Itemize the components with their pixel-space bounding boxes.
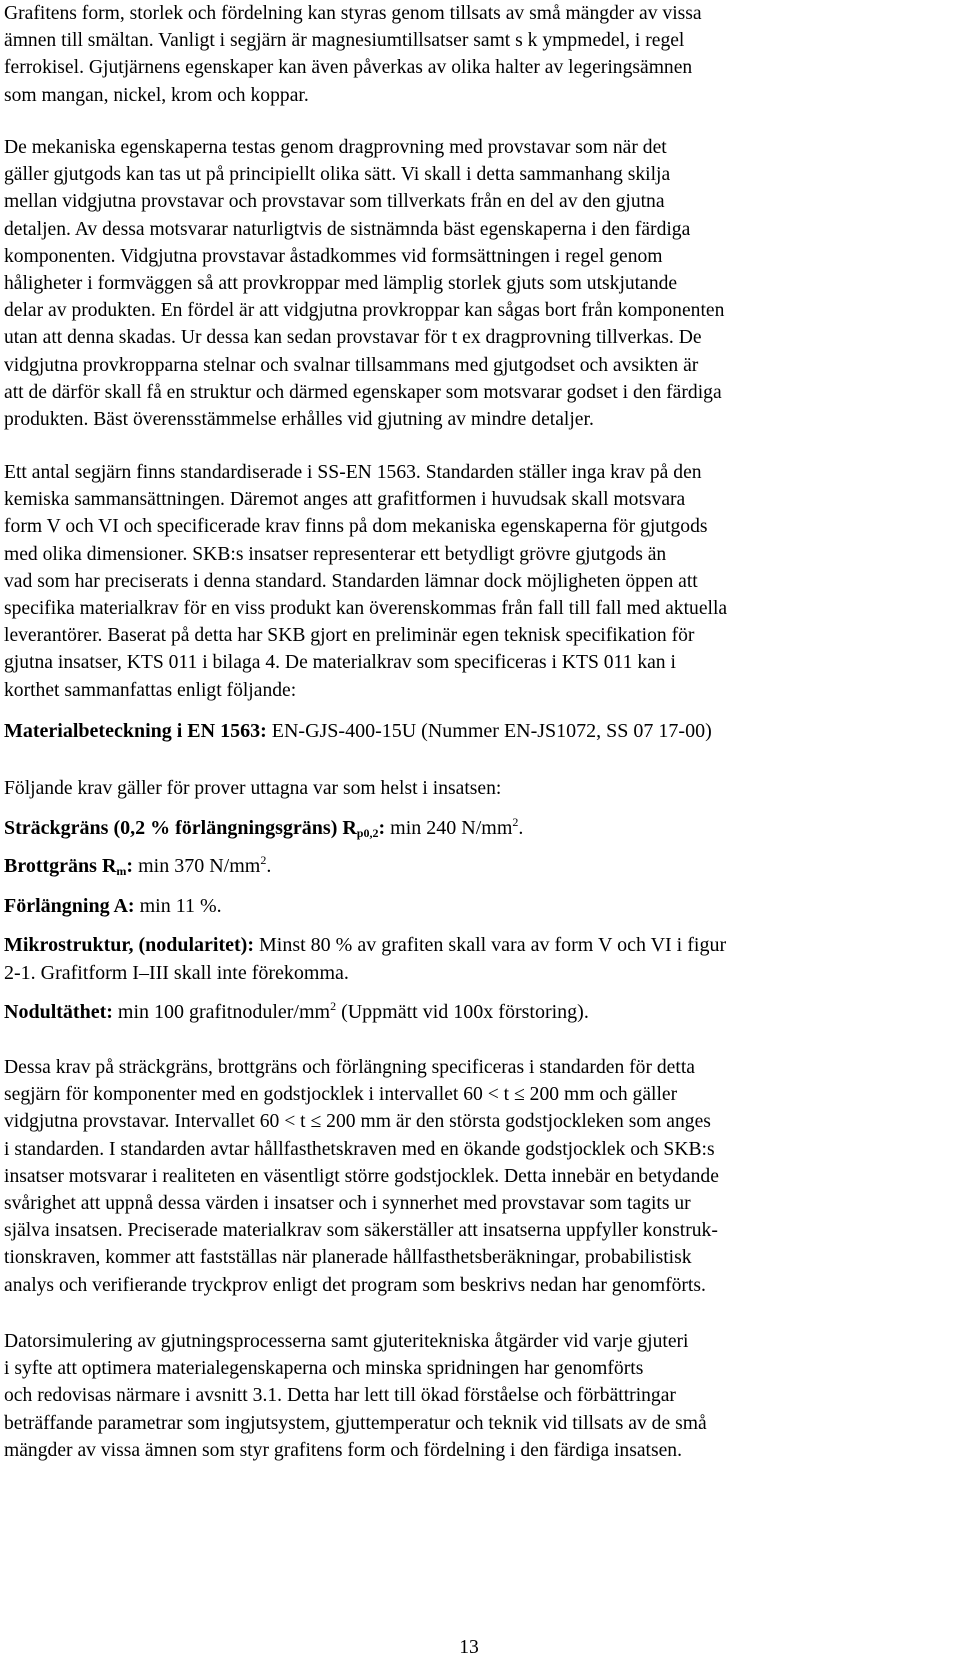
text-line: segjärn för komponenter med en godstjocklek i intervallet 60 < t ≤ 200 mm och gäller [4,1084,678,1106]
spec-superscript: 2 [260,853,267,867]
text-line: att de därför skall få en struktur och därmed egenskaper som motsvarar godset i den färdiga [4,381,722,403]
spec-value: Minst 80 % av grafiten skall vara av form V och VI i figur [254,934,727,956]
paragraph-graphite-alloying [4,0,952,109]
spec-subscript: m [116,864,127,878]
text-line: vidgjutna provstavar. Intervallet 60 < t ≤ 200 mm är den största godstjockleken som anges [4,1111,711,1133]
paragraph-mechanical-testing [4,134,952,433]
spec-label: Materialbeteckning i EN 1563: [4,720,267,742]
text-line: form V och VI och specificerade krav finns på dom mekaniska egenskaperna för gjutgods [4,516,708,538]
spec-subscript: p0,2 [356,826,379,840]
text-line: korthet sammanfattas enligt följande: [4,679,297,701]
text-line: Dessa krav på sträckgräns, brottgräns och förlängning specificeras i standarden för detta [4,1057,695,1078]
page-number: 13 [459,1637,479,1658]
text-line: detaljen. Av dessa motsvarar naturligtvis de sistnämnda bäst egenskaperna i den färdiga [4,218,691,240]
text-line: mängder av vissa ämnen som styr grafitens form och fördelning i den färdiga insatsen. [4,1439,682,1461]
paragraph-simulation [4,1328,952,1464]
spec-label: Nodultäthet: [4,1001,113,1023]
text-line: specifika materialkrav för en viss produkt kan överenskommas från fall till fall med aktuella [4,598,728,620]
text-line: mellan vidgjutna provstavar och provstavar som tillverkats från en del av den gjutna [4,191,665,213]
text-line: ferrokisel. Gjutjärnens egenskaper kan även påverkas av olika halter av legeringsämnen [4,57,693,79]
text-line: tionskraven, kommer att fastställas när planerade hållfasthetsberäkningar, probabilistisk [4,1247,692,1269]
spec-value: 2-1. Grafitform I–III skall inte förekomma. [4,962,349,984]
text-line: Grafitens form, storlek och fördelning kan styras genom tillsats av små mängder av vissa [4,3,702,24]
spec-value: min 240 N/mm [385,817,513,839]
paragraph-requirements-discussion [4,1054,952,1299]
spec-label: Förlängning A: [4,895,135,917]
spec-label: Mikrostruktur, (nodularitet): [4,934,254,956]
text-line: och redovisas närmare i avsnitt 3.1. Detta har lett till ökad förståelse och förbättringar [4,1385,676,1407]
paragraph-standard [4,459,952,704]
text-line: beträffande parametrar som ingjutsystem, gjuttemperatur och teknik vid tillsats av de små [4,1412,707,1434]
spec-label: Brottgräns R [4,855,117,877]
text-line: Ett antal segjärn finns standardiserade i SS-EN 1563. Standarden ställer inga krav på den [4,462,702,483]
spec-tensile-strength: Brottgräns $R_m$: min 370 $N/mm^2$. [4,853,272,878]
text-line: själva insatsen. Preciserade materialkrav som säkerställer att insatserna uppfyller konstruk- [4,1220,718,1242]
spec-material-designation [4,717,952,745]
text-line: leverantörer. Baserat på detta har SKB gjort en preliminär egen teknisk specifikation för [4,625,695,647]
text-line: i standarden. I standarden avtar hållfasthetskraven med en ökande godstjocklek och SKB:s [4,1138,715,1160]
text-line: utan att denna skadas. Ur dessa kan sedan provstavar för t ex dragprovning tillverkas. De [4,327,702,349]
spec-value: min 370 N/mm [133,855,261,877]
text-line: delar av produkten. En fördel är att vidgjutna provkroppar kan sågas bort från komponenten [4,300,725,322]
text-line: gäller gjutgods kan tas ut på principiellt olika sätt. Vi skall i detta sammanhang skilja [4,164,671,186]
text-line: insatser motsvarar i realiteten en väsentligt större godstjocklek. Detta innebär en betydande [4,1165,719,1187]
spec-nodule-density: Nodultäthet: min 100 grafitnoduler/$mm^2$ (Uppmätt vid 100x förstoring). [4,999,589,1023]
text-line: analys och verifierande tryckprov enligt det program som beskrivs nedan har genomförts. [4,1274,706,1296]
spec-value: EN-GJS-400-15U (Nummer EN-JS1072, SS 07 17-00) [266,720,712,742]
text-line: kemiska sammansättningen. Däremot anges att grafitformen i huvudsak skall motsvara [4,489,686,511]
spec-label: Sträckgräns (0,2 % förlängningsgräns) R [4,817,357,839]
text-line: vidgjutna provkropparna stelnar och svalnar tillsammans med gjutgodset och avsikten är [4,354,699,376]
text-line: med olika dimensioner. SKB:s insatser representerar ett betydligt grövre gjutgods än [4,543,667,565]
text-line: vad som har preciserats i denna standard. Standarden lämnar dock möjligheten öppen att [4,570,698,592]
text-line: svårighet att uppnå dessa värden i insatser och i synnerhet med provstavar som tagits ur [4,1193,691,1215]
text-line: ämnen till smältan. Vanligt i segjärn är magnesiumtillsatser samt s k ympmedel, i regel [4,30,685,52]
spec-elongation [4,892,952,920]
text-line: produkten. Bäst överensstämmelse erhålles vid gjutning av mindre detaljer. [4,409,594,431]
text-line: i syfte att optimera materialegenskaperna och minska spridningen har genomförts [4,1358,644,1380]
text-line: Följande krav gäller för prover uttagna var som helst i insatsen: [4,778,502,799]
spec-value: min 11 %. [134,895,222,917]
spec-superscript: 2 [330,999,337,1013]
spec-microstructure [4,931,952,987]
text-line: De mekaniska egenskaperna testas genom dragprovning med provstavar som när det [4,137,667,158]
spec-yield-strength: Sträckgräns (0,2 % förlängningsgräns) $R_{p0,2}$: min 240 $N/mm^2$. [4,815,524,840]
text-line: komponenten. Vidgjutna provstavar åstadkommes vid formsättningen i regel genom [4,245,663,267]
text-line: som mangan, nickel, krom och koppar. [4,84,309,106]
text-line: gjutna insatser, KTS 011 i bilaga 4. De materialkrav som specificeras i KTS 011 kan i [4,652,676,674]
spec-value: min 100 grafitnoduler/mm [112,1001,331,1023]
spec-superscript: 2 [512,815,519,829]
spec-intro [4,775,952,802]
text-line: håligheter i formväggen så att provkroppar med lämplig storlek gjuts som utskjutande [4,273,678,295]
text-line: Datorsimulering av gjutningsprocesserna samt gjuteritekniska åtgärder vid varje gjuteri [4,1331,689,1352]
